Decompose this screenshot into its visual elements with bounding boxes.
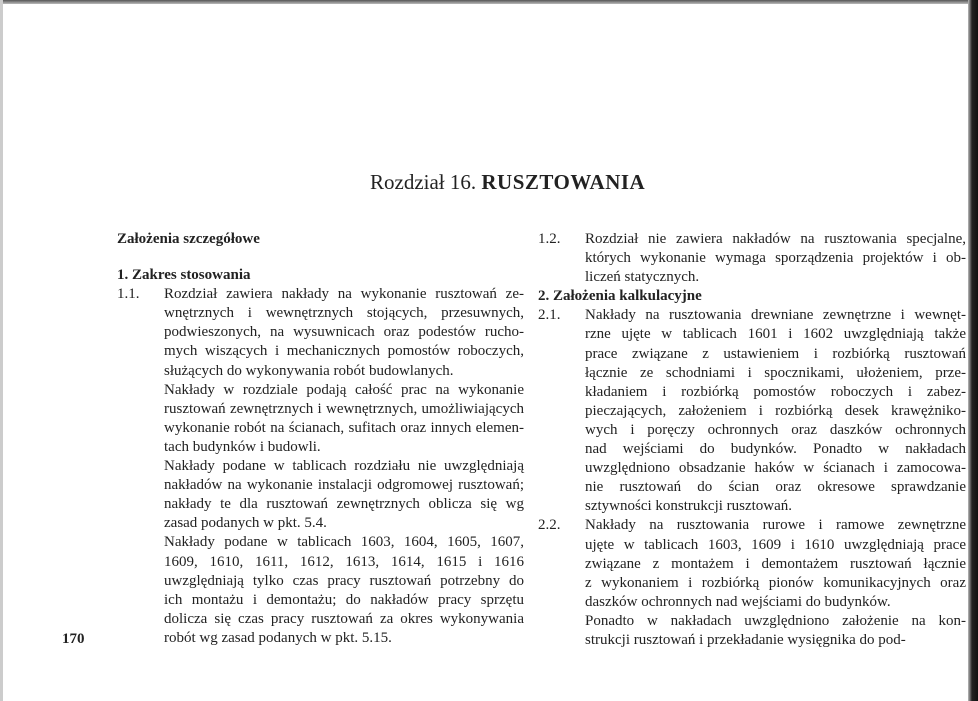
text-line: Nakłady na rusztowania rurowe i ramowe zewnętrzne [585,517,966,534]
text-line: rzne ujęte w tablicach 1601 i 1602 uwzględniają także [585,326,966,343]
chapter-number: Rozdział 16. [370,170,477,194]
text-line: Nakłady podane w tablicach 1603, 1604, 1605, 1607, [164,534,524,551]
text-line: Nakłady na rusztowania drewniane zewnętrzne i wewnęt- [585,307,966,324]
paragraph [585,516,966,611]
text-line: Nakłady podane w tablicach rozdziału nie uwzględniają [164,458,524,475]
item-number: 2.1. [538,307,561,324]
text-line: wych i poręczy ochronnych oraz daszków ochronnych [585,421,966,438]
text-line: wykonanie robót na ścianach, sufitach oraz innych elemen- [164,419,524,436]
paragraph [585,612,966,650]
text-line: wnętrznych i wewnętrznych stojących, przesuwnych, [164,305,524,322]
text-line: ujęte w tablicach 1603, 1609 i 1610 uwzględniają prace [585,536,966,553]
text-line: dolicza się czas pracy rusztowań za okres wykonywania [164,610,524,627]
text-line: łącznie ze schodniami i spocznikami, ułożeniem, prze- [585,364,966,381]
text-line: uwzględniają tylko czas pracy rusztowań potrzebny do [164,572,524,589]
text-line: podwieszonych, na wysuwnicach oraz podestów rucho- [164,324,524,341]
subsection-heading: 1. Zakres stosowania [117,267,251,284]
text-line: mych wiszących i mechanicznych pomostów roboczych, [164,343,524,360]
item-number: 1.2. [538,231,561,247]
numbered-item [117,285,524,648]
scan-top-edge [0,0,978,4]
item-number: 2.2. [538,517,561,534]
text-line: uwzględniono obsadzanie haków w ścianach i zamocowa- [585,460,966,477]
numbered-item [538,306,966,516]
page-number: 170 [62,631,85,647]
text-line: z wykonaniem i rozbiórką pionów komunikacyjnych oraz [585,574,966,591]
left-column [117,230,524,648]
numbered-item [538,230,966,287]
scan-binding-shadow [968,0,978,701]
paragraph [164,381,524,457]
text-line: robót wg zasad podanych w pkt. 5.15. [164,629,392,646]
text-line: zasad podanych w pkt. 5.4. [164,515,327,532]
text-line: daszków ochronnych nad wejściami do budynków. [585,593,891,610]
section-heading: Założenia szczegółowe [117,231,260,247]
text-line: nakłady te dla rusztowań zewnętrznych oblicza się wg [164,496,524,513]
text-line: Nakłady w rozdziale podają całość prac na wykonanie [164,381,524,398]
text-line: prace związane z ustawieniem i rozbiórką rusztowań [585,345,966,362]
text-line: 1609, 1610, 1611, 1612, 1613, 1614, 1615 i 1616 [164,553,524,570]
numbered-item [538,516,966,650]
text-line: Rozdział nie zawiera nakładów na rusztowania specjalne, [585,231,966,247]
chapter-title [370,170,645,195]
text-line: liczeń statycznych. [585,269,700,286]
text-line: których wykonanie wymaga sporządzenia projektów i ob- [585,250,966,267]
right-column [538,230,966,650]
text-line: sztywności konstrukcji rusztowań. [585,498,793,515]
text-line: związane z montażem i demontażem rusztowań łącznie [585,555,966,572]
paragraph [164,457,524,533]
text-line: ich montażu i demontażu; do nakładów pracy sprzętu [164,591,524,608]
text-line: tach budynków i budowli. [164,438,321,455]
scan-left-edge [0,0,3,701]
text-line: służących do wykonywania robót budowlanych. [164,362,454,379]
text-line: Rozdział zawiera nakłady na wykonanie rusztowań ze- [164,286,524,303]
paragraph [585,230,966,287]
text-line: nakładów na wykonanie instalacji odgromowej rusztowań; [164,477,524,494]
chapter-name: RUSZTOWANIA [481,170,646,194]
paragraph [164,285,524,380]
subsection-heading: 2. Założenia kalkulacyjne [538,288,702,305]
text-line: nad wejściami do budynków. Ponadto w nakładach [585,441,966,458]
text-line: rusztowań zewnętrznych i wewnętrznych, umożliwiających [164,400,524,417]
text-line: strukcji rusztowań i przekładanie wysięgnika do pod- [585,631,906,648]
item-number: 1.1. [117,286,140,303]
paragraph [585,306,966,516]
paragraph [164,533,524,648]
text-line: pieczających, założeniem i rozbiórką desek krawężniko- [585,402,966,419]
text-line: nie rusztowań do ścian oraz okresowe sprawdzanie [585,479,966,496]
text-line: Ponadto w nakładach uwzględniono założenie na kon- [585,612,966,629]
text-line: kładaniem i rozbiórką pomostów roboczych i zabez- [585,383,966,400]
